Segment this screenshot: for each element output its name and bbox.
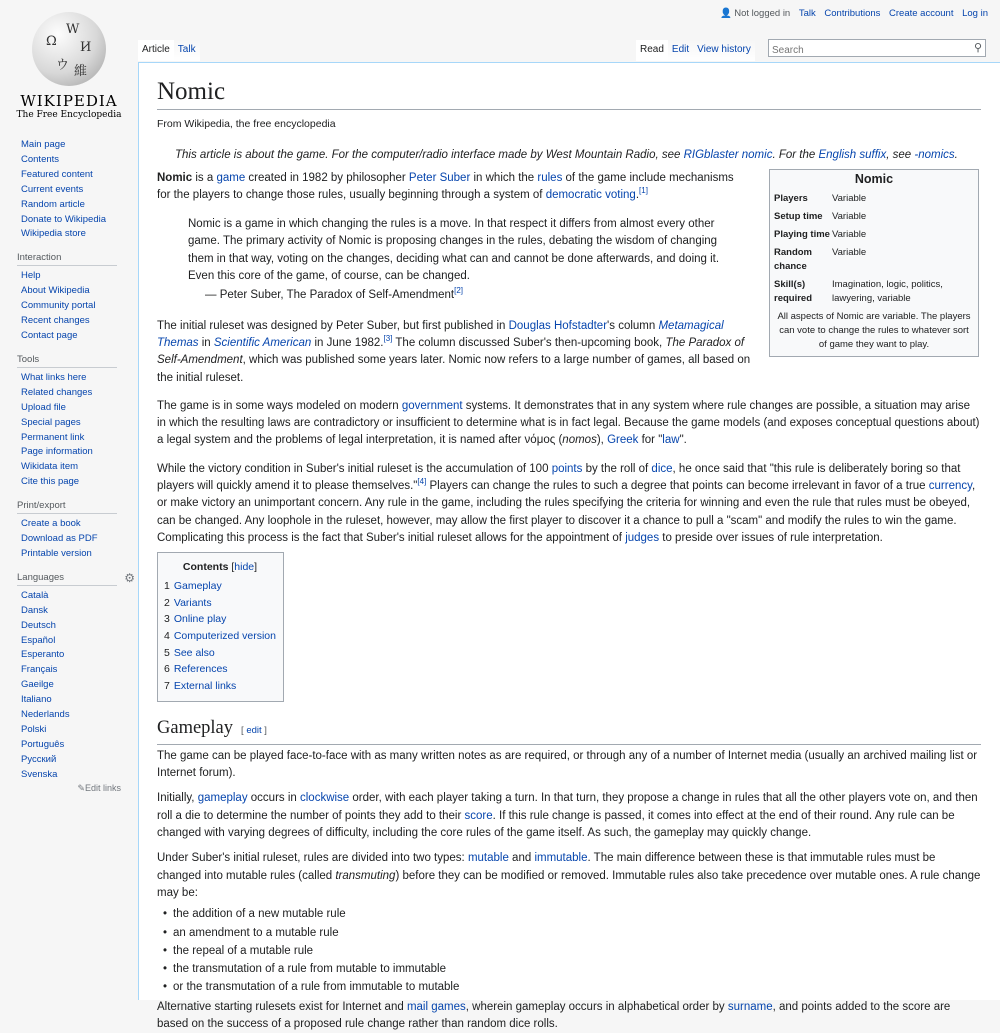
toc-item[interactable] <box>164 628 276 645</box>
language-link[interactable]: Nederlands <box>21 709 70 721</box>
text: , which was published some years later. Nomic now refers to a large number of games, all based on the initial ruleset. <box>157 354 751 384</box>
english-suffix-link[interactable]: English suffix <box>818 149 887 162</box>
edit-links[interactable] <box>21 783 121 794</box>
sidebar-item-recent-changes[interactable]: Recent changes <box>21 315 90 327</box>
rigblaster-link[interactable]: RIGblaster nomic <box>683 149 773 162</box>
search-icon[interactable]: ⚲ <box>973 42 982 54</box>
tab-view-history[interactable]: View history <box>693 40 755 61</box>
sidebar-item-cite[interactable]: Cite this page <box>21 476 80 488</box>
infobox-key: Setup time <box>774 211 823 222</box>
infobox <box>769 169 979 357</box>
toc-heading: Contents <box>182 561 229 574</box>
text: Initially, <box>157 792 198 805</box>
personal-tools <box>714 8 988 19</box>
metamagical-themas-link[interactable]: Metamagical Themas <box>157 319 724 349</box>
law-link[interactable]: law <box>662 434 680 447</box>
infobox-value: Variable <box>832 211 867 222</box>
language-link[interactable]: Svenska <box>21 768 58 780</box>
globe-glyph: И <box>80 40 92 55</box>
peter-suber-link[interactable]: Peter Suber <box>408 171 471 184</box>
tools-list <box>21 371 138 490</box>
language-link[interactable]: Français <box>21 664 58 676</box>
toc-label: Computerized version <box>173 630 276 643</box>
sidebar-item-current-events[interactable]: Current events <box>21 183 84 195</box>
sidebar-item-contact[interactable]: Contact page <box>21 329 78 341</box>
nomics-link[interactable]: -nomics <box>914 149 955 162</box>
text: by the roll of <box>582 462 652 475</box>
reference-link[interactable]: [2] <box>454 286 463 296</box>
toc-label: See also <box>173 646 215 659</box>
infobox-key: Skill(s) required <box>774 279 813 304</box>
infobox-value: Variable <box>832 229 867 240</box>
gameplay-link[interactable]: gameplay <box>197 792 248 805</box>
search-box <box>768 39 986 57</box>
portal-languages <box>0 572 138 800</box>
toc-number: 1 <box>164 579 170 592</box>
toc-item[interactable] <box>164 678 276 695</box>
view-tabs <box>636 40 755 61</box>
toc-number: 3 <box>164 613 170 626</box>
text: Under Suber's initial ruleset, rules are divided into two types: <box>157 852 468 865</box>
pencil-icon: ✎ <box>77 782 85 793</box>
toc-hide-link[interactable]: hide <box>234 561 255 574</box>
text: ". <box>679 434 687 447</box>
text: to preside over issues of rule interpretation. <box>659 531 883 544</box>
game-link[interactable]: game <box>216 171 246 184</box>
text: , see <box>886 149 915 162</box>
sidebar-item-page-info[interactable]: Page information <box>21 446 93 458</box>
citation-text: — Peter Suber, The Paradox of Self-Amendment <box>205 289 455 302</box>
sidebar-item-permanent[interactable]: Permanent link <box>21 431 85 443</box>
text: The initial ruleset was designed by Peter Suber, but first published in <box>157 319 509 332</box>
paragraph: The game can be played face-to-face with as many written notes as are required, or through any of a number of Internet media (usually an archived mailing list or Internet forum). <box>157 749 978 780</box>
lead-paragraph <box>157 170 747 205</box>
sidebar-item-help[interactable]: Help <box>21 270 41 282</box>
language-link[interactable]: Gaeilge <box>21 679 54 691</box>
languages-heading: Languages <box>17 571 65 583</box>
paragraph <box>157 999 981 1033</box>
create-account-link[interactable]: Create account <box>889 8 954 19</box>
text: , and points added to the score are based on the success of a proposed rule change rather than random dice rolls. <box>157 1000 951 1031</box>
toc-item[interactable] <box>164 645 276 662</box>
blockquote: Nomic is a game in which changing the rules is a move. In that respect it differs from almost every other game. The primary activity of Nomic is proposing changes in the rules, debating the wisdom of changing them in that way, voting on the changes, deciding what can and cannot be done afterwards, and doing it. Even this core of the game, of course, can be changed. <box>188 218 720 283</box>
infobox-key: Playing time <box>774 229 830 240</box>
tab-read[interactable]: Read <box>636 40 668 61</box>
toc-list <box>164 578 276 695</box>
sidebar-item-featured[interactable]: Featured content <box>21 168 93 180</box>
rules-link[interactable]: rules <box>537 171 563 184</box>
infobox-key: Random chance <box>774 247 812 272</box>
tab-edit[interactable]: Edit <box>668 40 693 61</box>
toc-number: 5 <box>164 646 170 659</box>
list-item: • or the transmutation of a rule from immutable to mutable <box>175 978 981 996</box>
text: occurs in <box>247 792 300 805</box>
text: . <box>954 149 958 162</box>
list-item: • the transmutation of a rule from mutable to immutable <box>175 960 981 978</box>
log-in-link[interactable]: Log in <box>962 8 988 19</box>
book-title: The Paradox of Self-Amendment <box>157 336 745 367</box>
interaction-list <box>21 269 138 344</box>
portal-heading: Tools <box>17 354 117 368</box>
infobox-row <box>774 278 974 306</box>
sidebar-item-related[interactable]: Related changes <box>21 386 93 398</box>
wordmark: WIKIPEDIA <box>20 92 118 110</box>
portal-heading: Print/export <box>17 500 117 514</box>
tab-article[interactable]: Article <box>138 40 174 61</box>
text: and <box>508 852 535 865</box>
greek-link[interactable]: Greek <box>607 434 639 447</box>
language-link[interactable]: Português <box>21 738 65 750</box>
portal-tools <box>0 354 138 496</box>
sidebar-item-printable[interactable]: Printable version <box>21 547 92 559</box>
text: in June 1982. <box>311 336 384 349</box>
text: ), <box>596 434 608 447</box>
infobox-row <box>774 228 974 242</box>
content <box>138 62 1000 1031</box>
toc-item[interactable] <box>164 661 276 678</box>
tagline: The Free Encyclopedia <box>16 110 122 120</box>
not-logged-in: Not logged in <box>734 8 791 19</box>
text: Alternative starting rulesets exist for Internet and <box>157 1000 407 1013</box>
text: systems. It demonstrates that in any system where rule changes are possible, a situation may arise in which the resulting laws are contradictory or insufficient to determine what is in fact legal. Because the game models (and exposes conceptual questions about) a legal system and the problems of legal interpretation, it is named after νόμος ( <box>157 399 980 447</box>
text: . The main difference between these is that immutable rules must be changed into mutable rules (called <box>157 852 936 882</box>
paragraph <box>157 790 981 842</box>
scientific-american-link[interactable]: Scientific American <box>213 336 312 349</box>
toc-label: Variants <box>173 596 212 609</box>
gear-icon[interactable]: ⚙ <box>124 570 135 585</box>
toc-number: 6 <box>164 663 170 676</box>
namespace-tabs <box>138 40 200 62</box>
site-sub: From Wikipedia, the free encyclopedia <box>157 118 336 130</box>
toc-label: External links <box>173 680 237 693</box>
infobox-caption: All aspects of Nomic are variable. The players can vote to change the rules to whatever sort of game they want to play. <box>777 311 971 350</box>
sidebar-item-special[interactable]: Special pages <box>21 416 81 428</box>
languages-list <box>21 589 138 783</box>
toc-item[interactable] <box>164 595 276 612</box>
text: created in 1982 by philosopher <box>245 171 409 184</box>
text: , or make victory an unimportant concern. Any rule in the game, including the rules specifying the criteria for winning and even the rule that rules must be obeyed, can be changed. Any loophole in the ruleset, however, may allow the first player to discover it a chance to pull a "scam" and modify the rules to win the game. Complicating this process is the fact that Suber's initial ruleset allows for the appointment of <box>157 480 976 544</box>
toc-title <box>164 559 276 576</box>
sidebar-item-upload[interactable]: Upload file <box>21 401 66 413</box>
mutable-link[interactable]: mutable <box>467 852 509 865</box>
edit-links-label: Edit links <box>84 782 121 793</box>
bold-title: Nomic <box>157 171 193 184</box>
sidebar-item-contents[interactable]: Contents <box>21 153 60 165</box>
language-link[interactable]: Русский <box>21 753 57 765</box>
portal-heading: Interaction <box>17 252 117 266</box>
language-link[interactable]: Esperanto <box>21 649 65 661</box>
globe-glyph: W <box>66 22 80 37</box>
contributions-link[interactable]: Contributions <box>824 8 881 19</box>
text: for " <box>638 434 663 447</box>
toc-number: 7 <box>164 680 170 693</box>
header <box>0 0 1000 60</box>
sidebar-item-store[interactable]: Wikipedia store <box>21 228 86 240</box>
toc-hide: [hide] <box>231 561 258 574</box>
infobox-row <box>774 246 974 274</box>
portal-interaction <box>0 252 138 350</box>
language-link[interactable]: Dansk <box>21 604 48 616</box>
language-link[interactable]: Español <box>21 634 56 646</box>
globe-glyph: ウ <box>56 58 70 73</box>
language-link[interactable]: Català <box>21 589 49 601</box>
talk-link[interactable]: Talk <box>798 8 816 19</box>
sidebar-item-random[interactable]: Random article <box>21 198 85 210</box>
text: order, with each player taking a turn. In that turn, they propose a change in rules that all the other players vote on, and then roll a die to determine the number of points they add to their <box>157 792 978 822</box>
sidebar-item-about[interactable]: About Wikipedia <box>21 285 90 297</box>
user-icon: 👤 <box>720 8 733 19</box>
rule-change-list <box>175 905 981 996</box>
infobox-value: Imagination, logic, politics, lawyering, variable <box>832 279 943 304</box>
text: ) before they can be modified or removed. Immutable rules also take precedence over mutable ones. A rule change may be: <box>157 869 981 899</box>
section-edit: [ edit ] <box>241 724 267 736</box>
text: Players can change the rules to such a degree that points can become irrelevant in favor of a true <box>426 480 929 493</box>
reference-link[interactable]: [4] <box>417 477 427 487</box>
text: 's column <box>607 319 659 332</box>
mail-games-link[interactable]: mail games <box>406 1000 466 1013</box>
sidebar-item-donate[interactable]: Donate to Wikipedia <box>21 213 107 225</box>
list-item: • the addition of a new mutable rule <box>175 905 981 923</box>
language-link[interactable]: Italiano <box>21 694 52 706</box>
print-list <box>21 517 138 562</box>
nomos-word: nomos <box>562 434 597 447</box>
paragraph <box>157 461 981 547</box>
infobox-row <box>774 192 974 206</box>
sidebar <box>0 138 138 800</box>
infobox-row <box>774 210 974 224</box>
currency-link[interactable]: currency <box>928 480 973 493</box>
immutable-link[interactable]: immutable <box>534 852 588 865</box>
points-link[interactable]: points <box>551 462 583 475</box>
infobox-title: Nomic <box>854 172 894 186</box>
toc-item[interactable] <box>164 611 276 628</box>
clockwise-link[interactable]: clockwise <box>300 792 350 805</box>
language-link[interactable]: Deutsch <box>21 619 56 631</box>
page-title: Nomic <box>157 77 981 110</box>
text: While the victory condition in Suber's initial ruleset is the accumulation of 100 <box>157 462 552 475</box>
text: of the game include mechanisms for the players to change those rules, usually beginning through a system of <box>157 171 734 201</box>
surname-link[interactable]: surname <box>727 1000 773 1013</box>
hatnote <box>175 147 981 164</box>
reference-link[interactable]: [3] <box>383 334 393 344</box>
portal-navigation <box>0 138 138 248</box>
reference-link[interactable]: [1] <box>639 186 648 196</box>
infobox-key: Players <box>774 193 808 204</box>
infobox-value: Variable <box>832 247 867 258</box>
article-body <box>157 63 981 1033</box>
government-link[interactable]: government <box>401 399 463 412</box>
text: , he once said that "this rule is deliberately boring so that players will quickly amend it to please themselves." <box>157 462 961 493</box>
list-item: • an amendment to a mutable rule <box>175 924 981 942</box>
table-of-contents <box>157 552 284 702</box>
sidebar-item-what-links[interactable]: What links here <box>21 371 87 383</box>
text: The column discussed Suber's then-upcoming book, <box>392 336 666 349</box>
hofstadter-link[interactable]: Douglas Hofstadter <box>508 319 608 332</box>
score-link[interactable]: score <box>464 809 493 822</box>
nav-list <box>21 138 138 242</box>
text: in <box>198 336 214 349</box>
text: is a <box>192 171 217 184</box>
democratic-voting-link[interactable]: democratic voting <box>545 188 636 201</box>
text: The game is in some ways modeled on modern <box>157 399 402 412</box>
section-heading-gameplay <box>157 716 981 745</box>
section-title: Gameplay <box>157 717 234 738</box>
tab-talk[interactable]: Talk <box>174 40 200 61</box>
paragraph <box>157 850 981 902</box>
globe-glyph: 維 <box>74 64 88 79</box>
search-input[interactable] <box>769 43 965 59</box>
toc-number: 2 <box>164 596 170 609</box>
list-item: • the repeal of a mutable rule <box>175 942 981 960</box>
section-edit-link[interactable]: edit <box>246 724 262 736</box>
globe-glyph: Ω <box>46 34 57 49</box>
toc-label: Online play <box>173 613 227 626</box>
text: . <box>635 188 640 201</box>
sidebar-item-wikidata[interactable]: Wikidata item <box>21 461 79 473</box>
paragraph <box>157 318 757 387</box>
text: . For the <box>772 149 819 162</box>
dice-link[interactable]: dice <box>651 462 673 475</box>
language-link[interactable]: Polski <box>21 724 47 735</box>
toc-number: 4 <box>164 630 170 643</box>
sidebar-item-download-pdf[interactable]: Download as PDF <box>21 533 98 545</box>
portal-heading <box>17 570 135 586</box>
text: in which the <box>470 171 538 184</box>
text: , wherein gameplay occurs in alphabetical order by <box>465 1000 728 1013</box>
portal-print <box>0 500 138 568</box>
toc-label: References <box>173 663 228 676</box>
sidebar-item-create-book[interactable]: Create a book <box>21 518 81 530</box>
paragraph <box>157 398 981 450</box>
sidebar-item-community[interactable]: Community portal <box>21 300 96 312</box>
toc-label: Gameplay <box>173 579 222 592</box>
sidebar-item-main-page[interactable]: Main page <box>21 139 66 150</box>
toc-item[interactable] <box>164 578 276 595</box>
infobox-value: Variable <box>832 193 867 204</box>
italic-term: transmuting <box>335 869 396 882</box>
text: . If this rule change is passed, it comes into effect at the end of their round. Any rule can be changed with varying degrees of difficulty, including the core rules of the game itself. As such, the gameplay may quickly change. <box>157 809 955 840</box>
text: This article is about the game. For the computer/radio interface made by West Mountain Radio, see <box>175 149 684 162</box>
judges-link[interactable]: judges <box>625 531 660 544</box>
